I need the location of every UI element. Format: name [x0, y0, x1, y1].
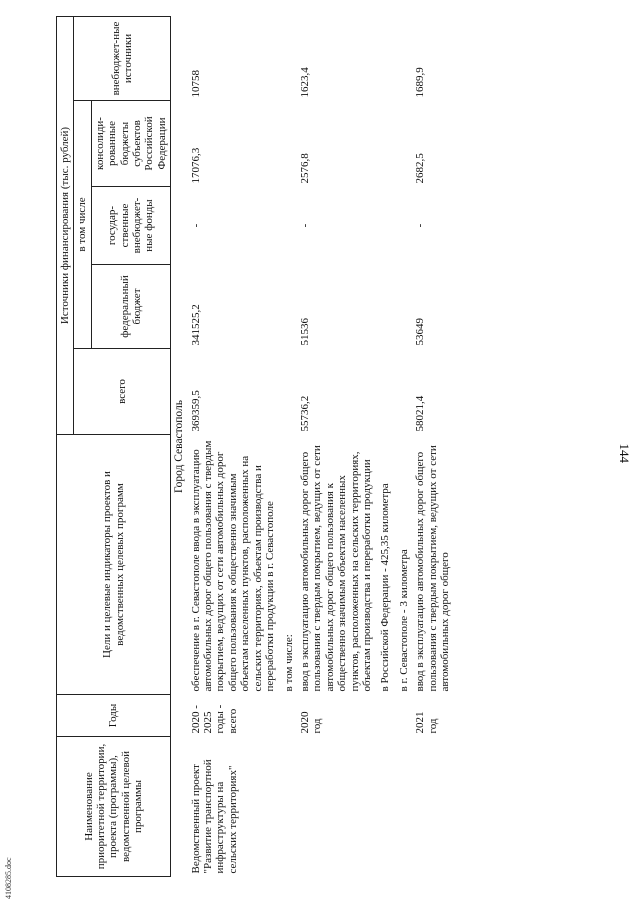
header-including: в том числе — [74, 101, 91, 349]
header-name: Наименование приоритетной территории, проекта (программы), ведомственной целевой программы — [57, 737, 171, 877]
value-offbudget: 10758 — [189, 70, 202, 98]
header-sources: Источники финансирования (тыс. рублей) — [57, 17, 74, 435]
financing-table — [56, 16, 453, 877]
header-goals: Цели и целевые индикаторы проектов и ведомственных целевых программ — [57, 435, 171, 695]
value-federal: 51536 — [298, 318, 311, 346]
value-state-funds: - — [189, 223, 202, 228]
goal-text: обеспечение в г. Севастополе ввода в эксплуатацию автомобильных дорог общего пользования с твердым покрытием, ведущих от сети автомобильных дорог общего пользования к общественно значимым объектам населенных пунктов, расположенных на сельских территориях, объектам производства и переработки продукции в г. Севастополе — [189, 440, 277, 692]
value-regional: 17076,3 — [189, 147, 202, 184]
header-state-funds: государ-ственные внебюджет-ные фонды — [91, 187, 170, 265]
project-name: Ведомственный проект "Развитие транспортной инфраструктуры на сельских территориях" — [189, 759, 239, 874]
row-goal — [412, 435, 453, 695]
value-total: 55736,2 — [298, 395, 311, 432]
value-federal: 341525,2 — [189, 304, 202, 346]
goal-note-2: в г. Севастополе - 3 километра — [397, 549, 410, 692]
value-total: 369359,5 — [189, 390, 202, 432]
table-row — [188, 17, 297, 877]
header-offbudget: внебюджет-ные источники — [74, 17, 171, 101]
goal-note: в том числе: — [282, 634, 295, 692]
value-federal: 53649 — [414, 318, 427, 346]
row-years: 2020 год — [298, 711, 324, 734]
header-years: Годы — [57, 695, 171, 737]
header-regional: консолиди-рованные бюджеты субъектов Российской Федерации — [91, 101, 170, 187]
table-row — [297, 17, 412, 877]
value-regional: 2682,5 — [414, 153, 427, 184]
project-name — [412, 737, 453, 877]
value-state-funds: - — [414, 223, 427, 228]
goal-text: ввод в эксплуатацию автомобильных дорог общего пользования с твердым покрытием, ведущих от сети автомобильных дорог общего — [414, 445, 451, 692]
document-code: 4108285.doc — [4, 857, 13, 899]
row-years: 2020 - 2025 годы - всего — [189, 704, 239, 734]
row-goal — [297, 435, 412, 695]
header-total: всего — [74, 349, 171, 435]
table-row — [412, 17, 453, 877]
city-heading: Город Севастополь — [173, 399, 186, 494]
goal-text: ввод в эксплуатацию автомобильных дорог общего пользования с твердым покрытием, ведущих от сети автомобильных дорог общего пользования к общественно значимым объектам населенных пунктов, расположенных на сельских территориях, объектам производства и переработки продукции — [298, 445, 373, 692]
project-name — [297, 737, 412, 877]
value-offbudget: 1623,4 — [298, 67, 311, 98]
value-total: 58021,4 — [414, 395, 427, 432]
goal-note: в Российской Федерации - 425,35 километра — [379, 483, 392, 692]
value-offbudget: 1689,9 — [414, 67, 427, 98]
value-regional: 2576,8 — [298, 153, 311, 184]
header-federal: федеральный бюджет — [91, 265, 170, 349]
page-number: 144 — [617, 443, 632, 463]
value-state-funds: - — [298, 223, 311, 228]
row-goal — [188, 435, 297, 695]
row-years: 2021 год — [414, 711, 439, 734]
